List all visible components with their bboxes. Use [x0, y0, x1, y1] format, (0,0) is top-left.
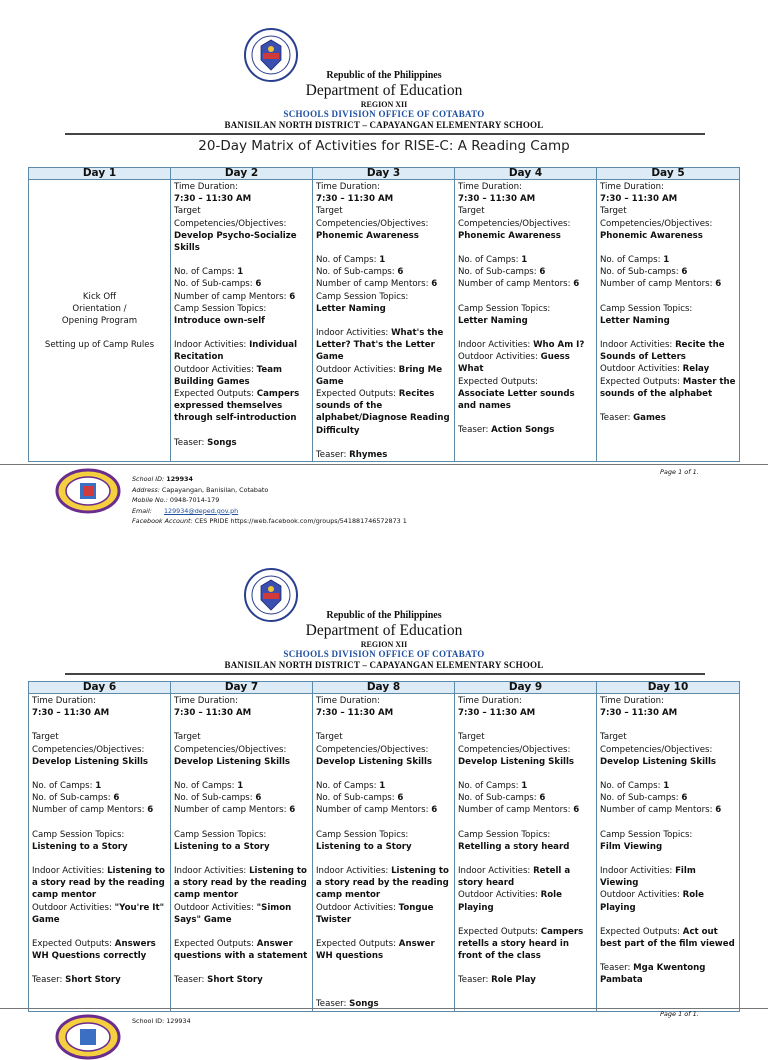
mentors-value: 6: [431, 805, 438, 816]
camps-value: 1: [379, 255, 386, 266]
teaser-label: Teaser:: [600, 963, 631, 974]
outdoor-label: Outdoor Activities:: [600, 364, 680, 375]
mentors-value: 6: [573, 279, 580, 290]
day-3-cell: [313, 180, 455, 462]
outdoor-value: "You're It" Game: [32, 902, 165, 925]
activity-matrix-days-6-10: [28, 681, 740, 1012]
page-number: Page 1 of 1.: [660, 468, 699, 476]
competency-value: Develop Listening Skills: [174, 756, 291, 767]
page-number: Page 1 of 1.: [660, 1010, 699, 1018]
column-header: Day 3: [313, 168, 455, 180]
topics-label: Camp Session Topics:: [458, 303, 551, 314]
topic-value: Film Viewing: [600, 841, 663, 852]
indoor-value: Retell a story heard: [458, 866, 571, 889]
target-label: Target: [316, 732, 343, 743]
indoor-label: Indoor Activities:: [174, 866, 247, 877]
subcamps-value: 6: [539, 267, 546, 278]
document-title: 20-Day Matrix of Activities for RISE-C: A Reading Camp: [198, 138, 570, 154]
footer-contact-partial: [132, 1016, 191, 1027]
time-label: Time Duration:: [458, 696, 522, 706]
time-label: Time Duration:: [600, 696, 664, 706]
competency-value: Develop Listening Skills: [32, 756, 149, 767]
day-8-cell: [313, 694, 455, 1012]
camps-label: No. of Camps:: [458, 255, 519, 266]
expected-label: Expected Outputs:: [174, 939, 255, 950]
mentors-value: 6: [715, 279, 722, 290]
subcamps-label: No. of Sub-camps:: [316, 267, 395, 278]
page-2: [0, 540, 768, 1024]
mentors-value: 6: [289, 805, 296, 816]
footer-rule: [0, 464, 768, 465]
outdoor-label: Outdoor Activities:: [316, 902, 396, 913]
day-10-cell: [597, 694, 740, 1012]
column-header: Day 4: [455, 168, 597, 180]
expected-label: Expected Outputs:: [600, 376, 681, 387]
mentors-label: Number of camp Mentors:: [174, 291, 287, 302]
expected-value: Recites sounds of the alphabet/Diagnose Reading Difficulty: [316, 389, 450, 436]
subcamps-value: 6: [255, 793, 262, 804]
header-school: BANISILAN NORTH DISTRICT – CAPAYANGAN ELEMENTARY SCHOOL: [224, 660, 544, 670]
indoor-value: Recite the Sounds of Letters: [600, 340, 725, 363]
topics-label: Camp Session Topics:: [32, 829, 125, 840]
teaser-value: Songs: [207, 437, 237, 448]
outdoor-label: Outdoor Activities:: [458, 890, 538, 901]
target-label: Target: [458, 732, 485, 743]
camps-label: No. of Camps:: [458, 781, 519, 792]
time-value: 7:30 – 11:30 AM: [316, 194, 394, 205]
mentors-label: Number of camp Mentors:: [32, 805, 145, 816]
camps-label: No. of Camps:: [316, 781, 377, 792]
indoor-value: What's the Letter? That's the Letter Game: [316, 328, 444, 363]
indoor-label: Indoor Activities:: [600, 866, 673, 877]
topic-value: Retelling a story heard: [458, 841, 570, 852]
expected-value: Campers expressed themselves through self-introduction: [174, 389, 300, 424]
competency-value: Develop Listening Skills: [458, 756, 575, 767]
day-4-cell: [455, 180, 597, 462]
camps-value: 1: [379, 781, 386, 792]
header-department: Department of Education: [305, 82, 463, 99]
expected-value: Answers WH Questions correctly: [32, 939, 156, 962]
column-header: Day 5: [597, 168, 740, 180]
column-header: Day 1: [29, 168, 171, 180]
column-header: Day 8: [313, 682, 455, 694]
teaser-value: Mga Kwentong Pambata: [600, 963, 706, 986]
camps-value: 1: [95, 781, 102, 792]
indoor-label: Indoor Activities:: [316, 328, 389, 339]
indoor-label: Indoor Activities:: [600, 340, 673, 351]
subcamps-value: 6: [681, 267, 688, 278]
teaser-value: Role Play: [491, 975, 536, 986]
teaser-value: Rhymes: [349, 449, 388, 460]
target-label: Target: [174, 732, 201, 743]
outdoor-label: Outdoor Activities:: [600, 890, 680, 901]
time-label: Time Duration:: [458, 182, 522, 192]
teaser-value: Games: [633, 413, 666, 424]
facebook-value: CES PRIDE https://web.facebook.com/groups/541881746572873 1: [194, 517, 407, 526]
mentors-label: Number of camp Mentors:: [458, 805, 571, 816]
outdoor-label: Outdoor Activities:: [32, 902, 112, 913]
camps-value: 1: [521, 255, 528, 266]
camps-label: No. of Camps:: [32, 781, 93, 792]
header-rule: [65, 133, 705, 135]
indoor-label: Indoor Activities:: [32, 866, 105, 877]
outdoor-value: Team Building Games: [174, 364, 282, 387]
mentors-label: Number of camp Mentors:: [316, 279, 429, 290]
topic-value: Letter Naming: [458, 315, 528, 326]
competencies-label: Competencies/Objectives:: [458, 218, 571, 229]
mentors-value: 6: [431, 279, 438, 290]
indoor-label: Indoor Activities:: [458, 866, 531, 877]
teaser-label: Teaser:: [32, 975, 63, 986]
mentors-label: Number of camp Mentors:: [600, 279, 713, 290]
target-label: Target: [32, 732, 59, 743]
teaser-label: Teaser:: [316, 999, 347, 1010]
indoor-label: Indoor Activities:: [174, 340, 247, 351]
outdoor-value: Bring Me Game: [316, 364, 443, 387]
expected-label: Expected Outputs:: [458, 376, 539, 387]
day1-line: Kick Off: [82, 292, 117, 303]
camps-label: No. of Camps:: [174, 267, 235, 278]
mentors-label: Number of camp Mentors:: [316, 805, 429, 816]
teaser-value: Action Songs: [491, 425, 555, 436]
time-value: 7:30 – 11:30 AM: [32, 708, 110, 719]
subcamps-label: No. of Sub-camps:: [458, 793, 537, 804]
subcamps-value: 6: [255, 279, 262, 290]
time-label: Time Duration:: [32, 696, 96, 706]
day-2-cell: [171, 180, 313, 462]
header-rule: [65, 673, 705, 675]
competency-value: Develop Listening Skills: [600, 756, 717, 767]
competencies-label: Competencies/Objectives:: [174, 744, 287, 755]
expected-value: Master the sounds of the alphabet: [600, 376, 736, 399]
expected-value: Act out best part of the film viewed: [600, 926, 735, 950]
time-value: 7:30 – 11:30 AM: [600, 708, 678, 719]
competency-value: Phonemic Awareness: [600, 230, 703, 241]
header-division: SCHOOLS DIVISION OFFICE OF COTABATO: [283, 649, 485, 659]
day-9-cell: [455, 694, 597, 1012]
subcamps-value: 6: [681, 793, 688, 804]
day1-line: Opening Program: [61, 316, 138, 327]
indoor-value: Listening to a story read by the reading camp mentor: [316, 866, 449, 901]
topic-value: Letter Naming: [600, 315, 670, 326]
topics-label: Camp Session Topics:: [316, 829, 409, 840]
subcamps-value: 6: [397, 267, 404, 278]
outdoor-label: Outdoor Activities:: [458, 352, 538, 363]
topics-label: Camp Session Topics:: [600, 303, 693, 314]
school-logo: [55, 468, 121, 514]
school-id-partial: School ID: 129934: [132, 1017, 191, 1025]
competencies-label: Competencies/Objectives:: [316, 744, 429, 755]
header-school: BANISILAN NORTH DISTRICT – CAPAYANGAN ELEMENTARY SCHOOL: [224, 120, 544, 130]
indoor-label: Indoor Activities:: [458, 340, 531, 351]
column-header: Day 6: [29, 682, 171, 694]
time-label: Time Duration:: [316, 182, 380, 192]
teaser-value: Short Story: [65, 975, 121, 986]
camps-value: 1: [663, 781, 670, 792]
subcamps-label: No. of Sub-camps:: [600, 793, 679, 804]
mentors-label: Number of camp Mentors:: [174, 805, 287, 816]
subcamps-label: No. of Sub-camps:: [458, 267, 537, 278]
outdoor-label: Outdoor Activities:: [174, 902, 254, 913]
time-label: Time Duration:: [600, 182, 664, 192]
day1-line: Orientation /: [72, 304, 127, 315]
outdoor-value: Tongue Twister: [316, 902, 434, 925]
school-id-label: School ID:: [132, 475, 165, 483]
target-label: Target: [600, 732, 627, 743]
day-1-cell: [29, 180, 171, 462]
topic-value: Listening to a Story: [32, 841, 128, 852]
school-id-value: 129934: [166, 475, 193, 483]
expected-value: Campers retells a story heard in front of the class: [458, 926, 584, 962]
topics-label: Camp Session Topics:: [458, 829, 551, 840]
camps-label: No. of Camps:: [600, 781, 661, 792]
target-label: Target: [316, 206, 343, 217]
teaser-label: Teaser:: [174, 975, 205, 986]
topics-label: Camp Session Topics:: [316, 291, 409, 302]
teaser-label: Teaser:: [600, 413, 631, 424]
mentors-value: 6: [289, 291, 296, 302]
competencies-label: Competencies/Objectives:: [32, 744, 145, 755]
time-value: 7:30 – 11:30 AM: [458, 194, 536, 205]
outdoor-value: Guess What: [458, 352, 570, 375]
time-value: 7:30 – 11:30 AM: [600, 194, 678, 205]
subcamps-label: No. of Sub-camps:: [600, 267, 679, 278]
time-value: 7:30 – 11:30 AM: [174, 194, 252, 205]
competencies-label: Competencies/Objectives:: [600, 744, 713, 755]
address-label: Address:: [132, 485, 160, 494]
time-value: 7:30 – 11:30 AM: [174, 708, 252, 719]
time-value: 7:30 – 11:30 AM: [458, 708, 536, 719]
day-7-cell: [171, 694, 313, 1012]
subcamps-value: 6: [113, 793, 120, 804]
header-department: Department of Education: [305, 622, 463, 639]
competencies-label: Competencies/Objectives:: [600, 218, 713, 229]
mobile-label: Mobile No.:: [132, 496, 168, 505]
competencies-label: Competencies/Objectives:: [458, 744, 571, 755]
camps-value: 1: [663, 255, 670, 266]
day-6-cell: [29, 694, 171, 1012]
indoor-value: Individual Recitation: [174, 340, 298, 363]
indoor-value: Listening to a story read by the reading camp mentor: [32, 866, 165, 901]
expected-value: Answer questions with a statement: [174, 939, 308, 962]
expected-value: Answer WH questions: [316, 939, 435, 962]
competency-value: Develop Listening Skills: [316, 756, 433, 767]
header-republic: Republic of the Philippines: [326, 70, 442, 81]
column-header: Day 10: [597, 682, 740, 694]
expected-label: Expected Outputs:: [458, 926, 539, 937]
teaser-value: Songs: [349, 999, 379, 1010]
mentors-value: 6: [573, 805, 580, 816]
outdoor-label: Outdoor Activities:: [174, 364, 254, 375]
subcamps-value: 6: [539, 793, 546, 804]
teaser-label: Teaser:: [316, 449, 347, 460]
subcamps-label: No. of Sub-camps:: [32, 793, 111, 804]
competencies-label: Competencies/Objectives:: [316, 218, 429, 229]
camps-value: 1: [237, 267, 244, 278]
day-5-cell: [597, 180, 740, 462]
target-label: Target: [174, 206, 201, 217]
outdoor-value: Role Playing: [458, 890, 562, 913]
mentors-value: 6: [715, 805, 722, 816]
camps-label: No. of Camps:: [316, 255, 377, 266]
footer-contact: [132, 474, 407, 527]
teaser-value: Short Story: [207, 975, 263, 986]
email-label: Email:: [132, 506, 152, 515]
mobile-value: 0948-7014-179: [169, 496, 220, 505]
time-value: 7:30 – 11:30 AM: [316, 708, 394, 719]
outdoor-value: Role Playing: [600, 890, 704, 913]
outdoor-value: Relay: [682, 364, 710, 375]
competencies-label: Competencies/Objectives:: [174, 218, 287, 229]
subcamps-label: No. of Sub-camps:: [316, 793, 395, 804]
mentors-label: Number of camp Mentors:: [458, 279, 571, 290]
target-label: Target: [458, 206, 485, 217]
competency-value: Phonemic Awareness: [458, 230, 561, 241]
camps-label: No. of Camps:: [600, 255, 661, 266]
subcamps-label: No. of Sub-camps:: [174, 793, 253, 804]
header-division: SCHOOLS DIVISION OFFICE OF COTABATO: [283, 109, 485, 119]
expected-label: Expected Outputs:: [600, 926, 681, 937]
day1-line: [32, 327, 167, 339]
header-republic: Republic of the Philippines: [326, 610, 442, 621]
day1-line: Setting up of Camp Rules: [44, 340, 155, 351]
topic-value: Listening to a Story: [316, 841, 412, 852]
indoor-value: Who Am I?: [533, 340, 585, 351]
camps-value: 1: [237, 781, 244, 792]
time-label: Time Duration:: [174, 182, 238, 192]
topics-label: Camp Session Topics:: [174, 829, 267, 840]
camps-label: No. of Camps:: [174, 781, 235, 792]
column-header: Day 2: [171, 168, 313, 180]
footer-rule: [0, 1008, 768, 1009]
teaser-label: Teaser:: [458, 425, 489, 436]
indoor-value: Film Viewing: [600, 866, 696, 889]
teaser-label: Teaser:: [458, 975, 489, 986]
expected-label: Expected Outputs:: [316, 389, 397, 400]
outdoor-value: "Simon Says" Game: [174, 902, 292, 925]
topic-value: Introduce own-self: [174, 316, 265, 327]
expected-value: Associate Letter sounds and names: [458, 388, 575, 412]
header-region: REGION XII: [360, 100, 408, 109]
expected-label: Expected Outputs:: [174, 389, 255, 400]
competency-value: Develop Psycho-Socialize Skills: [174, 230, 297, 254]
indoor-label: Indoor Activities:: [316, 866, 389, 877]
indoor-value: Listening to a story read by the reading camp mentor: [174, 866, 307, 901]
address-value: Capayangan, Banisilan, Cotabato: [161, 485, 269, 494]
email-link[interactable]: 129934@deped.gov.ph: [163, 506, 239, 515]
time-label: Time Duration:: [316, 696, 380, 706]
activity-matrix-days-1-5: [28, 167, 740, 462]
column-header: Day 9: [455, 682, 597, 694]
expected-label: Expected Outputs:: [316, 939, 397, 950]
competency-value: Phonemic Awareness: [316, 230, 419, 241]
mentors-value: 6: [147, 805, 154, 816]
header-region: REGION XII: [360, 640, 408, 649]
topic-value: Listening to a Story: [174, 841, 270, 852]
school-logo: [55, 1014, 121, 1060]
expected-label: Expected Outputs:: [32, 939, 113, 950]
column-header: Day 7: [171, 682, 313, 694]
topics-label: Camp Session Topics:: [174, 303, 267, 314]
topics-label: Camp Session Topics:: [600, 829, 693, 840]
topic-value: Letter Naming: [316, 303, 386, 314]
teaser-label: Teaser:: [174, 437, 205, 448]
camps-value: 1: [521, 781, 528, 792]
outdoor-label: Outdoor Activities:: [316, 364, 396, 375]
facebook-label: Facebook Account:: [132, 517, 193, 526]
mentors-label: Number of camp Mentors:: [600, 805, 713, 816]
subcamps-value: 6: [397, 793, 404, 804]
time-label: Time Duration:: [174, 696, 238, 706]
target-label: Target: [600, 206, 627, 217]
subcamps-label: No. of Sub-camps:: [174, 279, 253, 290]
